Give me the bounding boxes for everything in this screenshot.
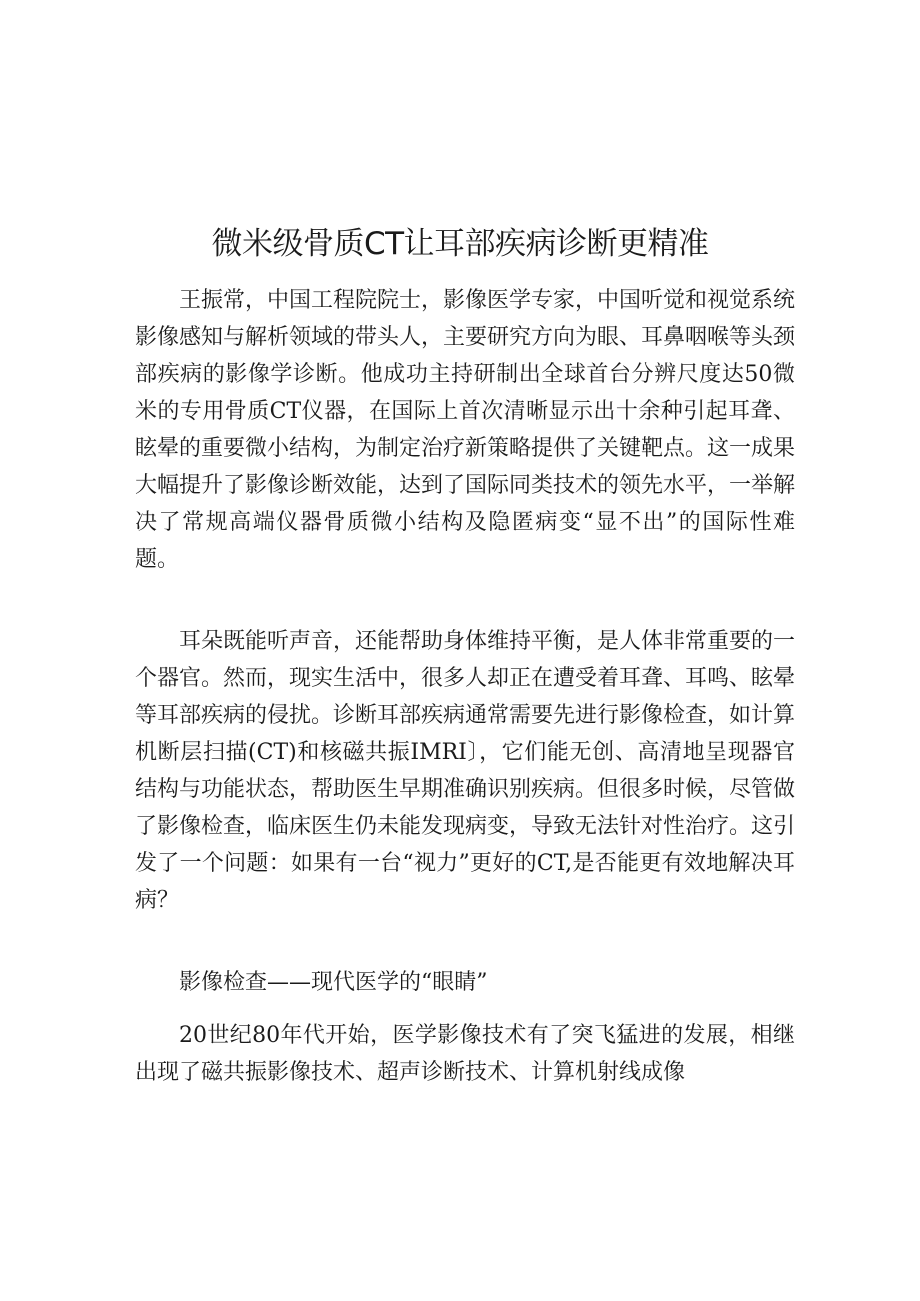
paragraph-intro: 王振常，中国工程院院士，影像医学专家，中国听觉和视觉系统影像感知与解析领域的带头人，主要研究方向为眼、耳鼻咽喉等头颈部疾病的影像学诊断。他成功主持研制出全球首台分辨尺度达50微米的专用骨质CT仪器，在国际上首次清晰显示出十余种引起耳聋、眩晕的重要微小结构，为制定治疗新策略提供了关键靶点。这一成果大幅提升了影像诊断效能，达到了国际同类技术的领先水平，一举解决了常规高端仪器骨质微小结构及隐匿病变“显不出”的国际性难题。 [135, 288, 796, 572]
section-heading: 影像检查——现代医学的“眼睛” [179, 970, 488, 995]
article-title: 微米级骨质CT让耳部疾病诊断更精准 [211, 226, 709, 262]
paragraph-history: 20世纪80年代开始，医学影像技术有了突飞猛进的发展，相继出现了磁共振影像技术、超声诊断技术、计算机射线成像 [135, 1023, 795, 1085]
paragraph-ear-disease: 耳朵既能听声音，还能帮助身体维持平衡，是人体非常重要的一个器官。然而，现实生活中，很多人却正在遭受着耳聋、耳鸣、眩晕等耳部疾病的侵扰。诊断耳部疾病通常需要先进行影像检查，如计算机断层扫描(CT)和核磁共振IMRI〕，它们能无创、高清地呈现器官结构与功能状态，帮助医生早期准确识别疾病。但很多时候，尽管做了影像检查，临床医生仍未能发现病变，导致无法针对性治疗。这引发了一个问题：如果有一台“视力”更好的CT,是否能更有效地解决耳病？ [135, 629, 796, 913]
